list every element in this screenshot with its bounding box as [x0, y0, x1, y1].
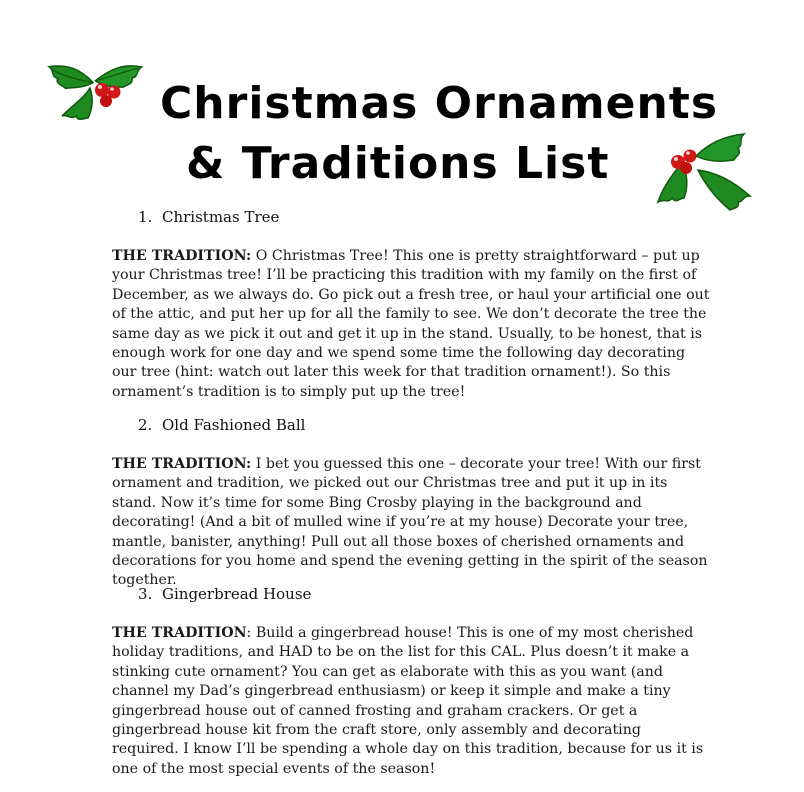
- list-item-number: 2.: [138, 416, 153, 434]
- tradition-text: O Christmas Tree! This one is pretty straightforward – put up your Christmas tree! I’ll be practicing this tradition with my family on the first of December, as we always do. Go pick out a fresh tree, or haul your artificial one out of the attic, and put her up for all the family to see. We don’t decorate the tree the same day as we pick it out and get it up in the stand. Usually, to be honest, that is enough work for one day and we spend some time the following day decorating our tree (hint: watch out later this week for that tradition ornament!). So this ornament’s tradition is to simply put up the tree!: [112, 248, 710, 400]
- tradition-label: THE TRADITION: [112, 625, 247, 641]
- tradition-label: THE TRADITION:: [112, 456, 252, 472]
- list-item-name: Gingerbread House: [162, 585, 312, 603]
- list-item-heading: [138, 585, 311, 603]
- list-item-number: 3.: [138, 585, 153, 603]
- holly-icon: [652, 122, 762, 222]
- tradition-label: THE TRADITION:: [112, 248, 252, 264]
- list-item-heading: [138, 208, 279, 226]
- list-item-description: [112, 247, 712, 402]
- list-item-number: 1.: [138, 208, 153, 226]
- tradition-text: : Build a gingerbread house! This is one of my most cherished holiday traditions, and HAD to be on the list for this CAL. Plus doesn’t it make a stinking cute ornament? You can get as elaborate with this as you want (and channel my Dad’s gingerbread enthusiasm) or keep it simple and make a tiny gingerbread house out of canned frosting and graham crackers. Or get a gingerbread house kit from the craft store, only assembly and decorating required. I know I’ll be spending a whole day on this tradition, because for us it is one of the most special events of the season!: [112, 625, 704, 777]
- list-item-description: [112, 624, 712, 779]
- tradition-text: I bet you guessed this one – decorate your tree! With our first ornament and tradition, we picked out our Christmas tree and put it up in its stand. Now it’s time for some Bing Crosby playing in the background and decorating! (And a bit of mulled wine if you’re at my house) Decorate your tree, mantle, banister, anything! Pull out all those boxes of cherished ornaments and decorations for you home and spend the evening getting in the spirit of the season together.: [112, 456, 708, 589]
- list-item-heading: [138, 416, 305, 434]
- list-item-name: Christmas Tree: [162, 208, 280, 226]
- title-line-2: & Traditions List: [186, 138, 610, 189]
- list-item-description: [112, 455, 712, 591]
- title-line-1: Christmas Ornaments: [160, 78, 719, 129]
- list-item-name: Old Fashioned Ball: [162, 416, 306, 434]
- holly-icon: [44, 34, 144, 124]
